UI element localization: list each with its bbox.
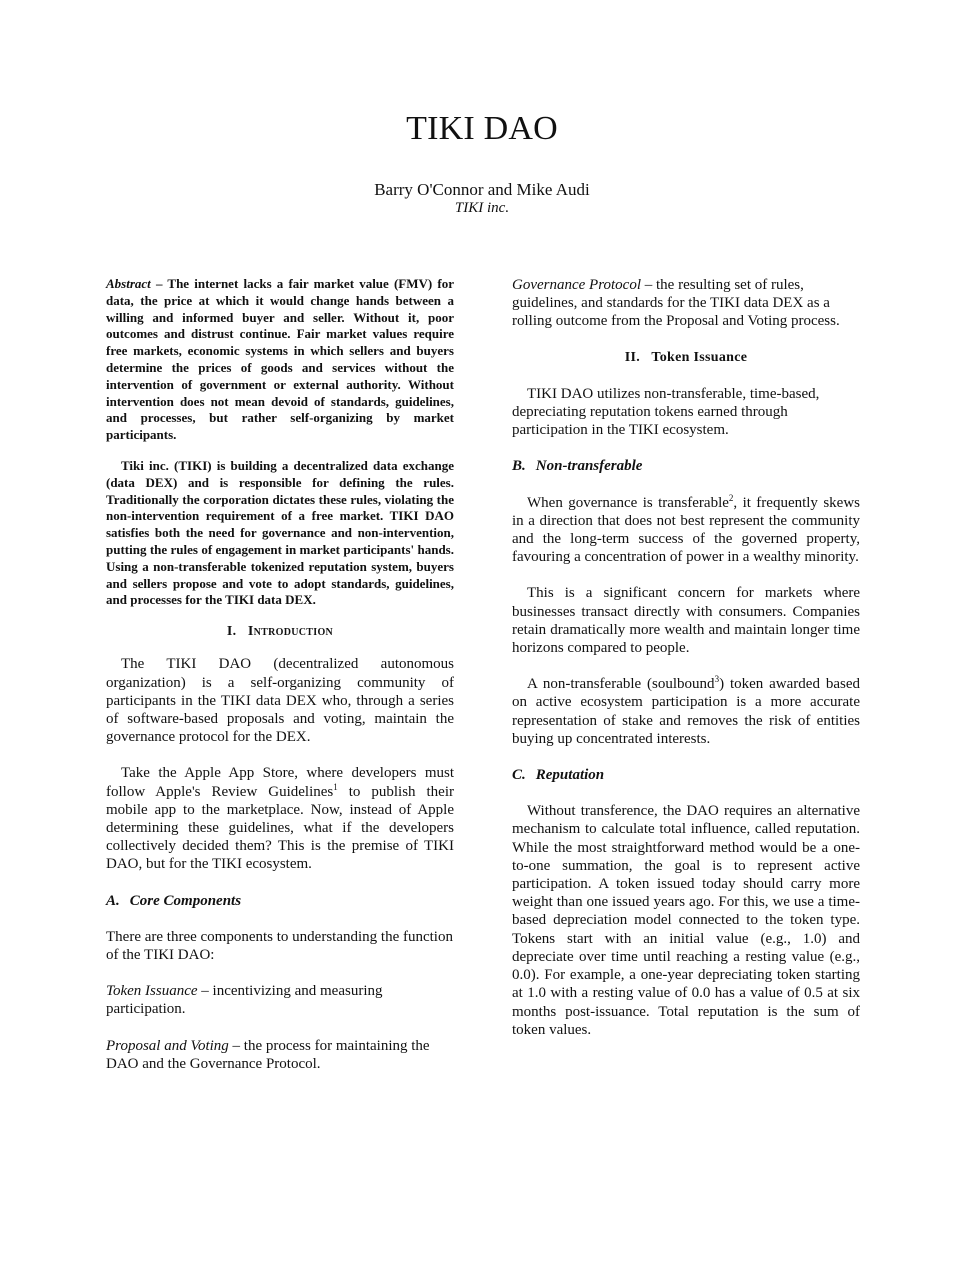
subsection-title: Non-transferable [535,458,643,475]
nontransfer-p3-text-a: A non-transferable (soulbound [527,676,715,693]
abstract-lead: Abstract [106,276,151,291]
intro-paragraph-2 [106,764,454,873]
subsection-number: C. [512,767,526,784]
core-item-term: Governance Protocol [512,277,641,293]
token-paragraph-1: TIKI DAO utilizes non-transferable, time-based, depreciating reputation tokens earned through participation in the TIKI ecosystem. [512,385,820,439]
left-column [106,276,454,1073]
footnote-ref-2: 2 [728,492,734,503]
nontransfer-paragraph-1 [512,494,860,567]
subsection-heading-reputation [512,766,860,784]
section-number: II. [624,349,640,365]
abstract-paragraph [106,276,454,444]
subsection-title: Reputation [535,767,605,784]
nontransfer-p3-text-b: ) token awarded based on active ecosystem participation is a more accurate representation of stake and removes the risk of entities buying up concentrated interests. [512,676,860,747]
paper-title: TIKI DAO [406,110,558,147]
intro-p2-text-b: to publish their mobile app to the marketplace. Now, instead of Apple determining these guidelines, what if the developers collectively decided them? This is the premise of TIKI DAO, but for the TIKI ecosystem. [106,783,455,873]
reputation-paragraph-1: Without transference, the DAO requires an alternative mechanism to calculate total influence, called reputation. While the most straightforward method would be a one-to-one summation, the goal is to represent active participation. A token issued today should carry more weight than one issued years ago. For this, we use a time-based depreciation model connected to the token type. Tokens start with an initial value (e.g., 1.0) and depreciate over time until reaching a resting value (e.g., 0.0). For example, a one-year depreciating token starting at 1.0 with a resting value of 0.0 has a value of 0.5 at six months post-issuance. Total reputation is the sum of token values. [512,803,860,1038]
section-number: I. [226,624,237,640]
core-item-term: Token Issuance [106,983,198,1000]
abstract-dash: – [150,276,168,291]
core-item-desc: – the resulting set of rules, guidelines, and standards for the TIKI data DEX as a rolling outcome from the Proposal and Voting process. [512,277,840,330]
nontransfer-paragraph-2: This is a significant concern for markets where businesses transact directly with consumers. Companies retain dramatically more wealth and maintain longer time horizons compared to people. [512,585,860,657]
subsection-number: A. [106,892,120,909]
footnote-ref-1: 1 [333,781,338,792]
core-item-term: Proposal and Voting [106,1037,229,1054]
subsection-heading-core [106,892,454,910]
core-intro: There are three components to understanding the function of the TIKI DAO: [106,928,453,963]
abstract-paragraph-2: Tiki inc. (TIKI) is building a decentralized data exchange (data DEX) and is responsible for defining the rules. Traditionally the corporation dictates these rules, violating the non-intervention requirement of a free market. TIKI DAO satisfies both the need for governance and non-intervention, putting the rules of engagement in market participants' hands. Using a non-transferable tokenized reputation system, buyers and sellers propose and vote to adopt standards, guidelines, and processes for the TIKI data DEX. [106,457,454,608]
core-item-proposal-voting [106,1037,454,1073]
core-item-desc: – the process for maintaining the DAO and the Governance Protocol. [106,1037,430,1072]
subsection-number: B. [512,458,526,475]
paper-authors: Barry O'Connor and Mike Audi [374,180,590,199]
subsection-title: Core Components [129,892,242,909]
core-item-governance-protocol [512,276,860,331]
section-title: Introduction [247,624,334,640]
footnote-ref-3: 3 [714,674,720,685]
intro-paragraph-1: The TIKI DAO (decentralized autonomous organization) is a self-organizing community of participants in the TIKI data DEX who, through a series of software-based proposals and voting, maintain the governance protocol for the DEX. [106,656,454,746]
nontransfer-paragraph-3 [512,675,860,748]
core-item-token-issuance [106,982,454,1018]
nontransfer-p1-text-b: , it frequently skews in a direction that does not best represent the community and the long-term success of the governed property, favouring a concentration of power in a wealthy minority. [512,494,860,566]
right-column [512,276,860,1039]
abstract-text: The internet lacks a fair market value (FMV) for data, the price at which it would change hands between a willing and informed buyer and seller. Without it, poor outcomes and distrust continue. Fair market values require free markets, economic systems in which sellers and buyers determine the prices of goods and services without the intervention of government or external authority. Without intervention does not mean devoid of standards, guidelines, and processes, but rather self-organizing by market participants. [106,276,454,443]
intro-p2-text-a: Take the Apple App Store, where developers must follow Apple's Review Guidelines [106,765,454,800]
section-title: Token Issuance [651,349,748,365]
paper-affiliation: TIKI inc. [454,200,510,216]
subsection-heading-non-transferable [512,457,860,475]
core-item-desc: – incentivizing and measuring participation. [106,983,383,1018]
section-heading-introduction [106,623,454,641]
section-heading-token-issuance [512,349,860,367]
nontransfer-p1-text-a: When governance is transferable [527,494,729,511]
